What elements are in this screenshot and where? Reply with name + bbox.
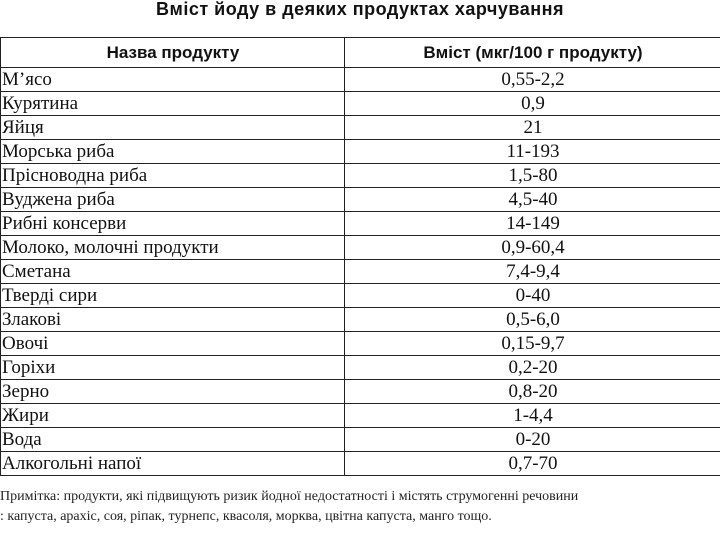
table-row [1, 236, 720, 260]
product-name-cell: Алкогольні напої [1, 452, 345, 476]
column-header-content: Вміст (мкг/100 г продукту) [345, 38, 720, 68]
iodine-value-cell: 7,4-9,4 [345, 260, 720, 284]
product-name-cell: Вуджена риба [1, 188, 345, 212]
iodine-value-cell: 14-149 [345, 212, 720, 236]
product-name-cell: Сметана [1, 260, 345, 284]
product-name-cell: Прісноводна риба [1, 164, 345, 188]
product-name-cell: Курятина [1, 92, 345, 116]
product-name-cell: Рибні консерви [1, 212, 345, 236]
product-name-cell: М’ясо [1, 68, 345, 92]
iodine-value-cell: 0-20 [345, 428, 720, 452]
iodine-value-cell: 0,7-70 [345, 452, 720, 476]
product-name-cell: Злакові [1, 308, 345, 332]
table-row [1, 164, 720, 188]
table-row [1, 260, 720, 284]
table-row [1, 92, 720, 116]
page-title: Вміст йоду в деяких продуктах харчування [156, 0, 564, 19]
table-row [1, 404, 720, 428]
table-row [1, 116, 720, 140]
iodine-value-cell: 4,5-40 [345, 188, 720, 212]
table-row [1, 332, 720, 356]
product-name-cell: Яйця [1, 116, 345, 140]
table-row [1, 428, 720, 452]
iodine-value-cell: 0,8-20 [345, 380, 720, 404]
table-header-row [1, 38, 720, 68]
table-row [1, 308, 720, 332]
product-name-cell: Горіхи [1, 356, 345, 380]
table-row [1, 68, 720, 92]
column-header-product: Назва продукту [1, 38, 345, 68]
footnote-line-2: : капуста, арахіс, соя, ріпак, турнепс, квасоля, морква, цвітна капуста, манго тощо. [0, 509, 492, 524]
table-row [1, 356, 720, 380]
product-name-cell: Тверді сири [1, 284, 345, 308]
iodine-value-cell: 1-4,4 [345, 404, 720, 428]
iodine-value-cell: 0,15-9,7 [345, 332, 720, 356]
iodine-value-cell: 1,5-80 [345, 164, 720, 188]
product-name-cell: Зерно [1, 380, 345, 404]
table-row [1, 284, 720, 308]
iodine-value-cell: 0,5-6,0 [345, 308, 720, 332]
iodine-value-cell: 0,9-60,4 [345, 236, 720, 260]
iodine-value-cell: 0,2-20 [345, 356, 720, 380]
product-name-cell: Морська риба [1, 140, 345, 164]
table-row [1, 140, 720, 164]
iodine-content-table [0, 37, 720, 476]
table-row [1, 188, 720, 212]
iodine-value-cell: 0-40 [345, 284, 720, 308]
iodine-value-cell: 21 [345, 116, 720, 140]
product-name-cell: Молоко, молочні продукти [1, 236, 345, 260]
table-row [1, 452, 720, 476]
product-name-cell: Вода [1, 428, 345, 452]
product-name-cell: Жири [1, 404, 345, 428]
footnote-line-1: Примітка: продукти, які підвищують ризик йодної недостатності і містять струмогенні речовини [0, 489, 579, 504]
table-row [1, 212, 720, 236]
table-row [1, 380, 720, 404]
iodine-value-cell: 11-193 [345, 140, 720, 164]
product-name-cell: Овочі [1, 332, 345, 356]
iodine-value-cell: 0,55-2,2 [345, 68, 720, 92]
iodine-value-cell: 0,9 [345, 92, 720, 116]
